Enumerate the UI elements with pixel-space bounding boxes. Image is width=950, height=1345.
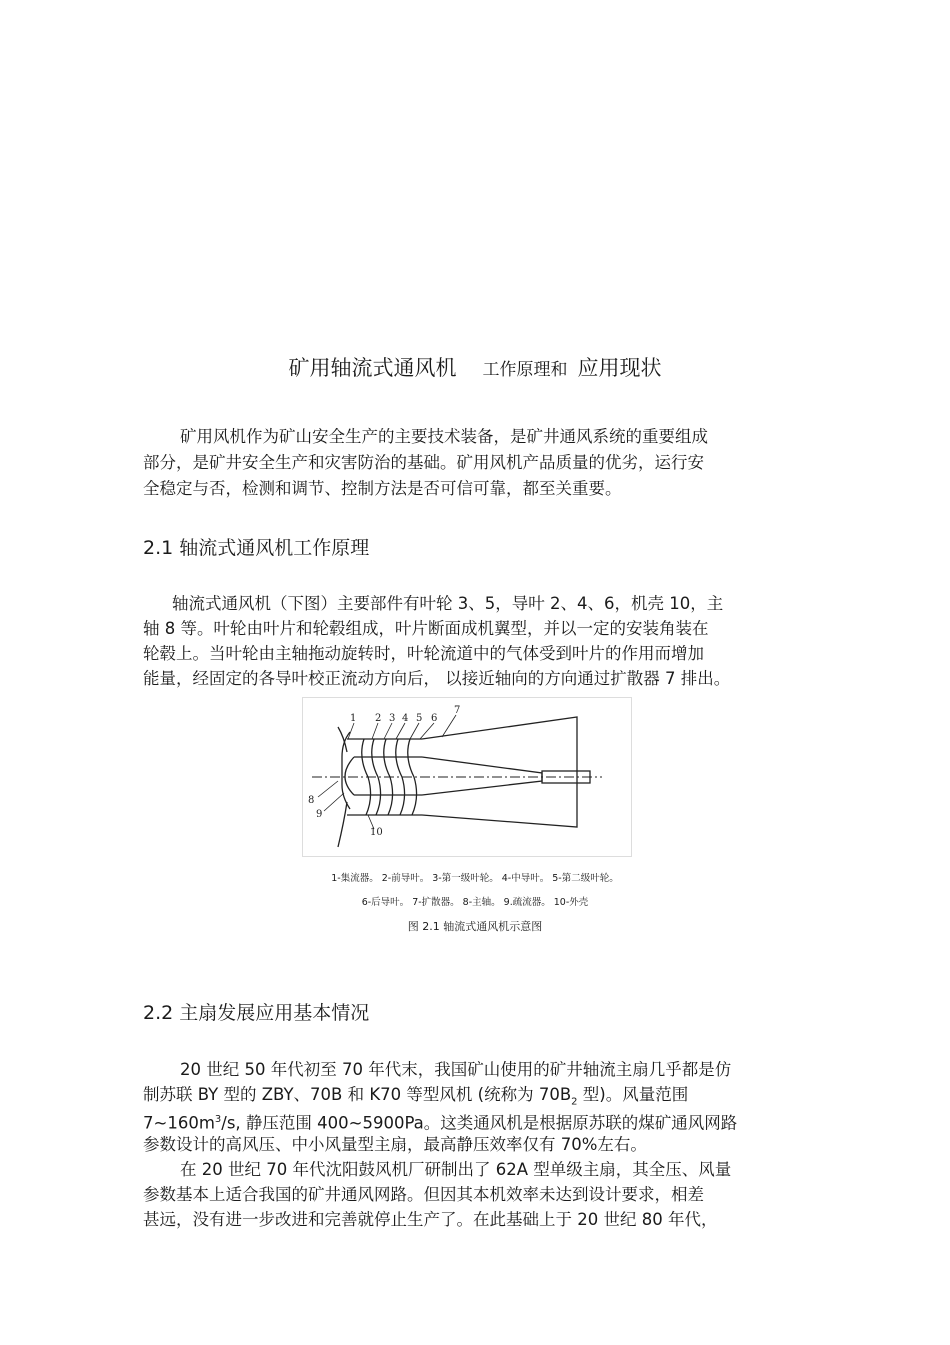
title-part-3: 应用现状 (577, 356, 662, 380)
label-num-1: 1 (350, 713, 357, 724)
s1-line-2: 轴 8 等。叶轮由叶片和轮毂组成，叶片断面成机翼型，并以一定的安装角装在 (143, 619, 709, 638)
label-num-3: 3 (389, 713, 396, 724)
intro-line-2: 部分，是矿井安全生产和灾害防治的基础。矿用风机产品质量的优劣，运行安 (143, 453, 704, 472)
fan-schematic-drawing (302, 697, 632, 857)
label-num-9: 9 (316, 809, 323, 820)
s2-p2-line-1: 在 20 世纪 70 年代沈阳鼓风机厂研制出了 62A 型单级主扇，其全压、风量 (180, 1160, 732, 1179)
s2-p2-line-2: 参数基本上适合我国的矿井通风网路。但因其本机效率未达到设计要求，相差 (143, 1185, 704, 1204)
section-heading-2-2: 2.2 主扇发展应用基本情况 (143, 1002, 370, 1024)
section-heading-2-1: 2.1 轴流式通风机工作原理 (143, 537, 370, 559)
inlet-lip-bottom (338, 802, 347, 847)
s2-p1-line-4: 参数设计的高风压、中小风量型主扇，最高静压效率仅有 70%左右。 (143, 1135, 647, 1154)
label-num-6: 6 (431, 713, 438, 724)
figure-legend-line-1: 1-集流器。 2-前导叶。 3-第一级叶轮。 4-中导叶。 5-第二级叶轮。 (331, 873, 619, 884)
fan-schematic-figure (302, 697, 632, 857)
title-part-2: 工作原理和 (482, 360, 568, 380)
label-num-8: 8 (308, 795, 315, 806)
s2-p1-line-1: 20 世纪 50 年代初至 70 年代末，我国矿山使用的矿井轴流主扇几乎都是仿 (180, 1060, 732, 1079)
figure-legend-line-2: 6-后导叶。 7-扩散器。 8-主轴。 9.疏流器。 10-外壳 (361, 897, 589, 908)
figure-caption: 图 2.1 轴流式通风机示意图 (407, 920, 543, 933)
label-num-2: 2 (375, 713, 382, 724)
intro-line-3: 全稳定与否，检测和调节、控制方法是否可信可靠，都至关重要。 (143, 479, 622, 498)
s2-p2-line-3: 甚远，没有进一步改进和完善就停止生产了。在此基础上于 20 世纪 80 年代， (143, 1210, 718, 1229)
superscript-3: 3 (214, 1114, 222, 1125)
s1-line-3: 轮毂上。当叶轮由主轴拖动旋转时，叶轮流道中的气体受到叶片的作用而增加 (143, 644, 704, 663)
document-title (0, 352, 950, 382)
s1-line-4: 能量，经固定的各导叶校正流动方向后， 以接近轴向的方向通过扩散器 7 排出。 (143, 669, 731, 688)
label-num-5: 5 (416, 713, 423, 724)
s1-line-1: 轴流式通风机（下图）主要部件有叶轮 3、5，导叶 2、4、6，机壳 10，主 (172, 594, 724, 613)
label-num-7: 7 (454, 705, 461, 716)
diffuser-outline (422, 717, 577, 827)
label-num-10: 10 (370, 827, 383, 838)
tail-fairing (422, 757, 542, 795)
s2-p1-line-2: 制苏联 BY 型的 ZBY、70B 和 K70 等型风机 (统称为 $70B_2$ 型)。风量范围 (143, 1085, 689, 1108)
hub-nose (345, 757, 354, 795)
title-part-1: 矿用轴流式通风机 (288, 356, 457, 380)
subscript-2: 2 (571, 1096, 578, 1108)
s2-p1-line-3: $7\sim 160m^3/s$, 静压范围 400~5900Pa。这类通风机是根据原苏联的煤矿通风网路 (143, 1113, 738, 1133)
intro-line-1: 矿用风机作为矿山安全生产的主要技术装备，是矿井通风系统的重要组成 (180, 427, 708, 446)
label-num-4: 4 (402, 713, 409, 724)
